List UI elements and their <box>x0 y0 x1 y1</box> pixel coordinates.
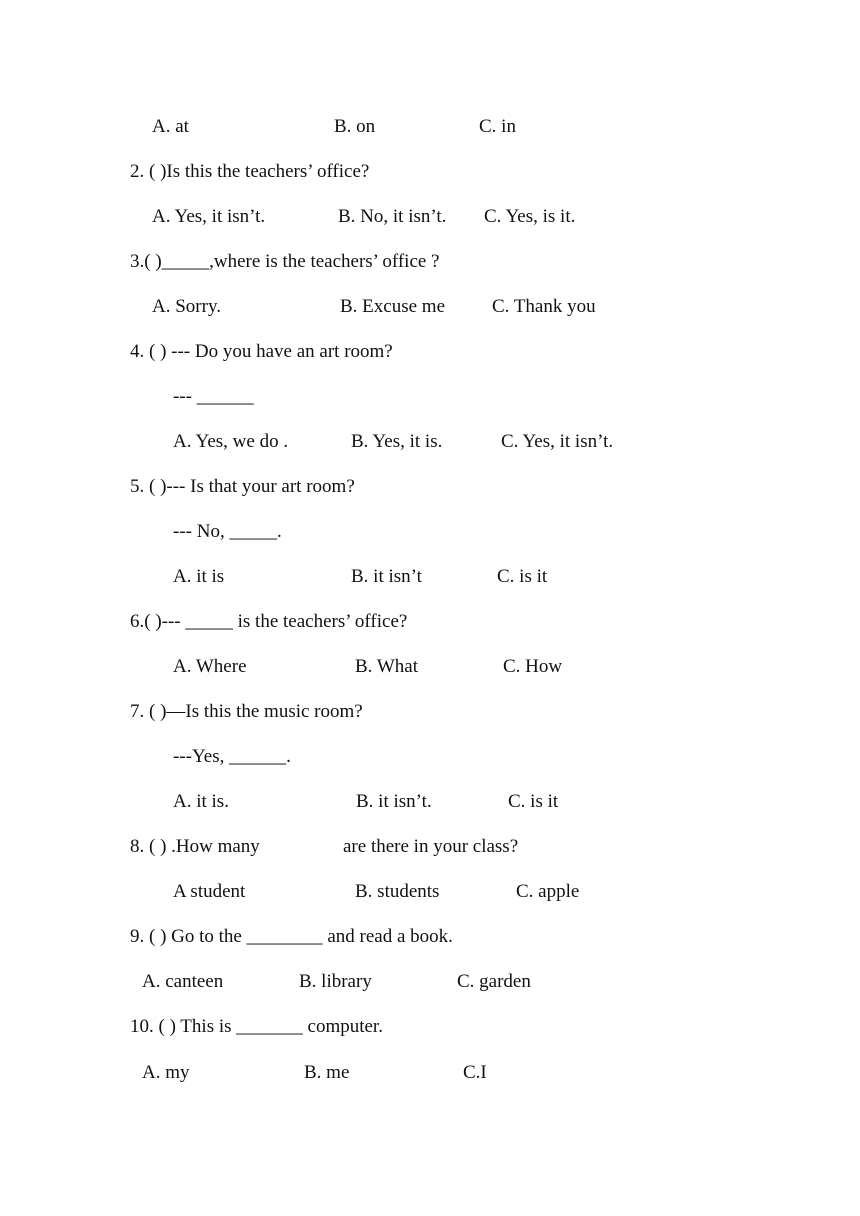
q4-stem: 4. ( ) --- Do you have an art room? <box>130 341 393 362</box>
q5-reply: --- No, _____. <box>173 521 282 542</box>
q6-option-b: B. What <box>355 656 418 677</box>
q2-option-b: B. No, it isn’t. <box>338 206 447 227</box>
q9-stem: 9. ( ) Go to the ________ and read a book. <box>130 926 453 947</box>
q6-option-a: A. Where <box>173 656 247 677</box>
q2-stem: 2. ( )Is this the teachers’ office? <box>130 161 370 182</box>
q4-option-a: A. Yes, we do . <box>173 431 289 452</box>
q5-option-a: A. it is <box>173 566 225 587</box>
q4-option-c: C. Yes, it isn’t. <box>501 431 614 452</box>
q8-stem-part1: 8. ( ) .How many <box>130 836 260 857</box>
q6-option-c: C. How <box>503 656 563 677</box>
q7-option-a: A. it is. <box>173 791 229 812</box>
q10-option-c: C.I <box>463 1062 487 1083</box>
q5-option-b: B. it isn’t <box>351 566 422 587</box>
q10-stem: 10. ( ) This is _______ computer. <box>130 1016 383 1037</box>
q7-reply: ---Yes, ______. <box>173 746 291 767</box>
q7-option-b: B. it isn’t. <box>356 791 432 812</box>
q1-option-a: A. at <box>152 116 189 137</box>
q8-option-c: C. apple <box>516 881 580 902</box>
q3-stem: 3.( )_____,where is the teachers’ office ? <box>130 251 440 272</box>
q8-stem-part2: are there in your class? <box>343 836 519 857</box>
q1-option-b: B. on <box>334 116 376 137</box>
q9-option-c: C. garden <box>457 971 531 992</box>
q2-option-a: A. Yes, it isn’t. <box>152 206 266 227</box>
q9-option-b: B. library <box>299 971 372 992</box>
q6-stem: 6.( )--- _____ is the teachers’ office? <box>130 611 408 632</box>
q7-stem: 7. ( )—Is this the music room? <box>130 701 363 722</box>
q5-stem: 5. ( )--- Is that your art room? <box>130 476 355 497</box>
q5-option-c: C. is it <box>497 566 548 587</box>
q7-option-c: C. is it <box>508 791 559 812</box>
q1-option-c: C. in <box>479 116 516 137</box>
q2-option-c: C. Yes, is it. <box>484 206 576 227</box>
q4-reply: --- ______ <box>173 386 254 407</box>
q3-option-b: B. Excuse me <box>340 296 446 317</box>
q3-option-a: A. Sorry. <box>152 296 221 317</box>
q9-option-a: A. canteen <box>142 971 224 992</box>
q3-option-c: C. Thank you <box>492 296 596 317</box>
q8-option-b: B. students <box>355 881 440 902</box>
q4-option-b: B. Yes, it is. <box>351 431 443 452</box>
q10-option-a: A. my <box>142 1062 190 1083</box>
q10-option-b: B. me <box>304 1062 350 1083</box>
q8-option-a: A student <box>173 881 246 902</box>
